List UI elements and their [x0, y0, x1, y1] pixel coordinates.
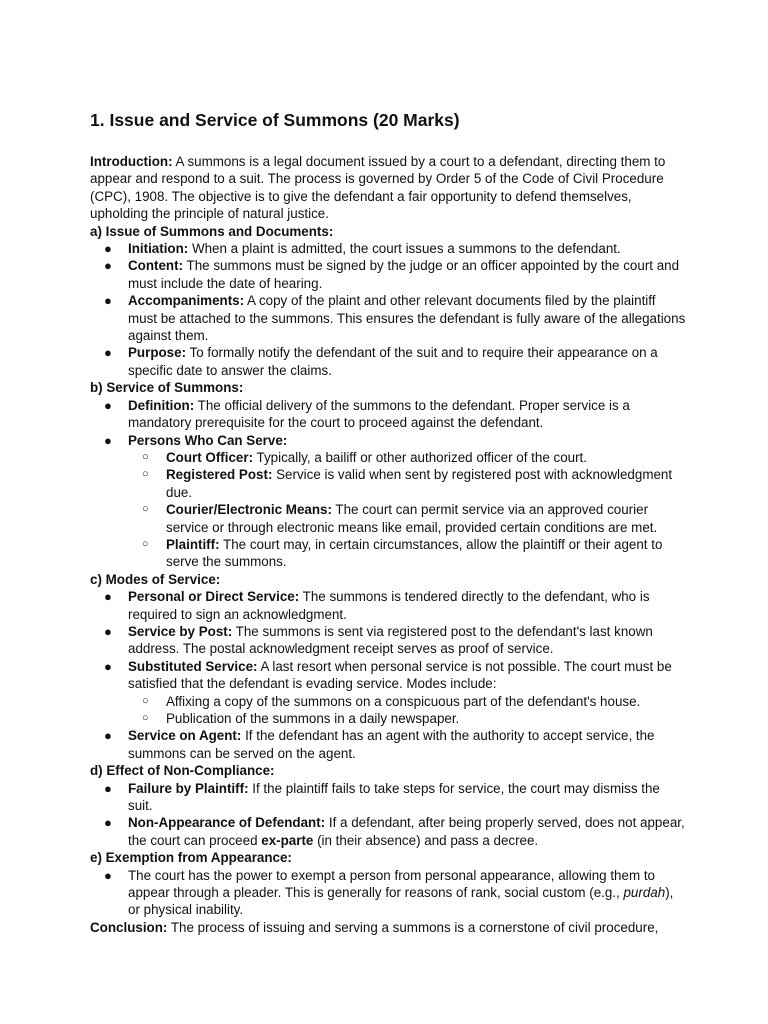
- sub-list-item: [128, 710, 688, 727]
- item-text: To formally notify the defendant of the suit and to require their appearance on a specific date to answer the claims.: [128, 345, 658, 378]
- section-b-list: [90, 397, 688, 571]
- intro-label: Introduction:: [90, 154, 173, 169]
- item-text: The summons is sent via registered post to the defendant's last known address. The postal acknowledgment receipt serves as proof of service.: [128, 623, 653, 657]
- sub-item-text: Typically, a bailiff or other authorized officer of the court.: [253, 449, 588, 465]
- item-label: Personal or Direct Service:: [128, 589, 300, 605]
- list-item: [90, 588, 688, 623]
- sub-item-label: Registered Post:: [166, 467, 273, 483]
- item-text-end: ), or physical inability.: [128, 885, 674, 918]
- hollow-bullet-icon: ○: [142, 537, 149, 550]
- item-label: Substituted Service:: [128, 658, 258, 674]
- sub-item-label: Plaintiff:: [166, 536, 220, 552]
- item-label: Definition:: [128, 397, 195, 413]
- hollow-bullet-icon: ○: [142, 712, 149, 724]
- sub-list-item: [128, 536, 688, 571]
- conclusion-text: The process of issuing and serving a summons is a cornerstone of civil procedure,: [167, 919, 659, 935]
- modes-sublist: [128, 693, 688, 728]
- bullet-icon: ●: [104, 815, 112, 831]
- section-a-heading: a) Issue of Summons and Documents:: [90, 223, 334, 239]
- item-text: When a plaint is admitted, the court issues a summons to the defendant.: [188, 241, 621, 257]
- bullet-icon: ●: [104, 867, 112, 883]
- item-label: Content:: [128, 258, 184, 274]
- item-text: The summons is tendered directly to the defendant, who is required to sign an acknowledgment.: [128, 589, 650, 622]
- item-text: If a defendant, after being properly served, does not appear, the court can proceed: [128, 815, 685, 848]
- bullet-icon: ●: [104, 780, 112, 796]
- list-item: [90, 867, 688, 919]
- section-c-list: [90, 588, 688, 762]
- ex-parte-term: ex-parte: [261, 832, 314, 848]
- list-item: [90, 623, 688, 658]
- item-text-end: (in their absence) and pass a decree.: [313, 832, 539, 848]
- hollow-bullet-icon: ○: [142, 468, 149, 481]
- intro-text: A summons is a legal document issued by a court to a defendant, directing them to appear and respond to a suit. The process is governed by Order 5 of the Code of Civil Procedure (CPC), 1908. The objective is to give the defendant a fair opportunity to defend themselves, upholding the principle of natural justice.: [90, 154, 666, 222]
- item-label: Purpose:: [128, 345, 187, 361]
- list-item: [90, 814, 688, 849]
- bullet-icon: ●: [104, 432, 112, 448]
- section-a-list: [90, 240, 688, 379]
- bullet-icon: ●: [104, 258, 112, 274]
- section-d-list: [90, 780, 688, 850]
- sub-item-text: Service is valid when sent by registered post with acknowledgment due.: [166, 467, 673, 500]
- section-b-heading: b) Service of Summons:: [90, 380, 244, 396]
- item-text: The official delivery of the summons to the defendant. Proper service is a mandatory prerequisite for the court to proceed against the defendant.: [128, 397, 630, 431]
- list-item: [90, 240, 688, 257]
- bullet-icon: ●: [104, 728, 112, 744]
- bullet-icon: ●: [104, 345, 112, 361]
- intro-paragraph: [90, 153, 688, 223]
- bullet-icon: ●: [104, 397, 112, 413]
- list-item: [90, 727, 688, 762]
- item-text: A copy of the plaint and other relevant documents filed by the plaintiff must be attached to the summons. This ensures the defendant is fully aware of the allegations against them.: [128, 293, 686, 344]
- list-item: [90, 397, 688, 432]
- item-label: Service by Post:: [128, 623, 233, 639]
- bullet-icon: ●: [104, 241, 112, 257]
- sub-item-label: Courier/Electronic Means:: [166, 502, 332, 518]
- bullet-icon: ●: [104, 658, 112, 674]
- item-text: If the defendant has an agent with the authority to accept service, the summons can be served on the agent.: [128, 728, 655, 761]
- sub-item-text: Publication of the summons in a daily newspaper.: [166, 711, 460, 726]
- section-e-list: [90, 867, 688, 919]
- hollow-bullet-icon: ○: [142, 694, 149, 707]
- purdah-term: purdah: [623, 885, 666, 901]
- persons-sublist: [128, 449, 688, 571]
- section-c-heading: c) Modes of Service:: [90, 571, 221, 587]
- hollow-bullet-icon: ○: [142, 450, 149, 463]
- list-item: [90, 257, 688, 292]
- item-label: Accompaniments:: [128, 293, 245, 309]
- item-label: Failure by Plaintiff:: [128, 780, 249, 796]
- hollow-bullet-icon: ○: [142, 503, 149, 516]
- item-text: A last resort when personal service is not possible. The court must be satisfied that the defendant is evading service. Modes include:: [128, 658, 672, 692]
- item-text: The court has the power to exempt a person from personal appearance, allowing them to appear through a pleader. This is generally for reasons of rank, social custom (e.g.,: [128, 867, 655, 901]
- list-item: [90, 432, 688, 571]
- sub-list-item: [128, 466, 688, 501]
- item-label: Persons Who Can Serve:: [128, 432, 288, 448]
- list-item: [90, 292, 688, 344]
- item-label: Initiation:: [128, 241, 189, 257]
- bullet-icon: ●: [104, 589, 112, 605]
- item-text: If the plaintiff fails to take steps for service, the court may dismiss the suit.: [128, 780, 660, 814]
- bullet-icon: ●: [104, 293, 112, 309]
- item-label: Service on Agent:: [128, 728, 242, 744]
- sub-item-text: Affixing a copy of the summons on a conspicuous part of the defendant's house.: [166, 693, 641, 709]
- section-d-heading: d) Effect of Non-Compliance:: [90, 763, 275, 779]
- sub-item-text: The court may, in certain circumstances, allow the plaintiff or their agent to serve the summons.: [166, 536, 663, 570]
- list-item: [90, 344, 688, 379]
- sub-list-item: [128, 501, 688, 536]
- page-title: 1. Issue and Service of Summons (20 Marks): [90, 110, 460, 130]
- item-text: The summons must be signed by the judge or an officer appointed by the court and must include the date of hearing.: [128, 258, 680, 291]
- section-e-heading: e) Exemption from Appearance:: [90, 850, 292, 866]
- conclusion-label: Conclusion:: [90, 919, 168, 935]
- sub-list-item: [128, 449, 688, 466]
- item-label: Non-Appearance of Defendant:: [128, 815, 326, 831]
- list-item: [90, 658, 688, 728]
- conclusion-paragraph: [90, 919, 688, 936]
- sub-item-text: The court can permit service via an approved courier service or through electronic means like email, provided certain conditions are met.: [166, 502, 658, 535]
- bullet-icon: ●: [104, 623, 112, 639]
- sub-item-label: Court Officer:: [166, 449, 254, 465]
- list-item: [90, 780, 688, 815]
- sub-list-item: [128, 693, 688, 710]
